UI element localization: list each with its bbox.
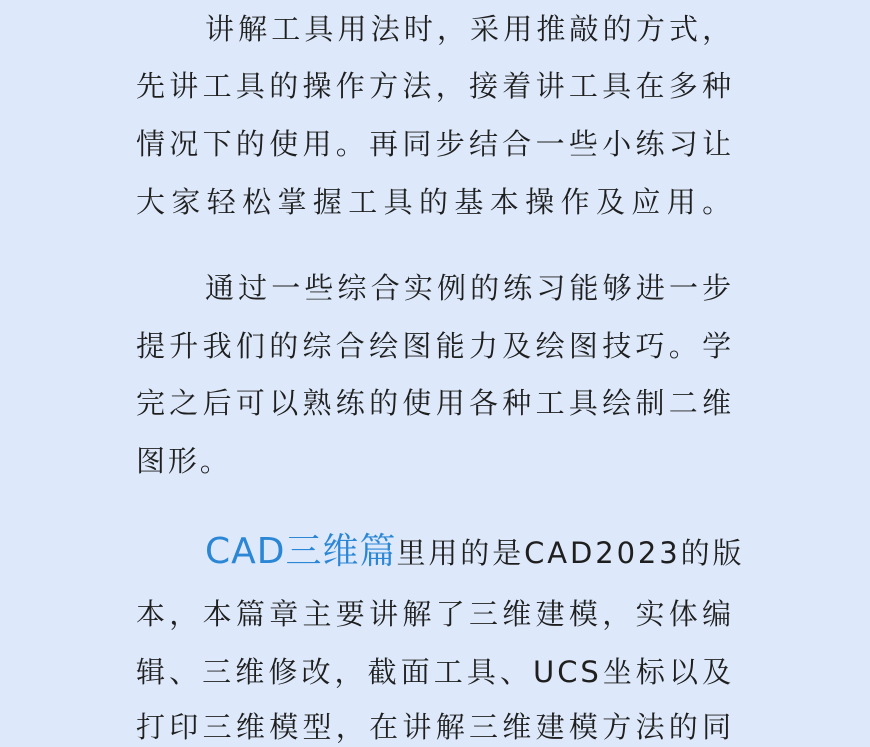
paragraph-3-line-2: 本，本篇章主要讲解了三维建模，实体编 [136, 597, 734, 631]
cad-3d-highlight: CAD三维篇 [205, 531, 397, 572]
paragraph-1-line-1: 讲解工具用法时，采用推敲的方式， [205, 12, 734, 46]
paragraph-3-line-1 [205, 531, 745, 572]
paragraph-3-line-1-rest: 里用的是CAD2023的版 [396, 536, 745, 570]
paragraph-3-line-4: 打印三维模型，在讲解三维建模方法的同 [136, 710, 734, 744]
paragraph-1-line-3: 情况下的使用。再同步结合一些小练习让 [136, 127, 734, 161]
paragraph-1-line-4: 大家轻松掌握工具的基本操作及应用。 [136, 185, 734, 219]
paragraph-2-line-3: 完之后可以熟练的使用各种工具绘制二维 [136, 386, 734, 420]
paragraph-2-line-2: 提升我们的综合绘图能力及绘图技巧。学 [136, 329, 734, 363]
paragraph-3-line-3: 辑、三维修改，截面工具、UCS坐标以及 [136, 655, 734, 689]
paragraph-2-line-4: 图形。 [136, 444, 232, 478]
paragraph-1-line-2: 先讲工具的操作方法，接着讲工具在多种 [136, 69, 734, 103]
paragraph-2-line-1: 通过一些综合实例的练习能够进一步 [205, 271, 734, 305]
